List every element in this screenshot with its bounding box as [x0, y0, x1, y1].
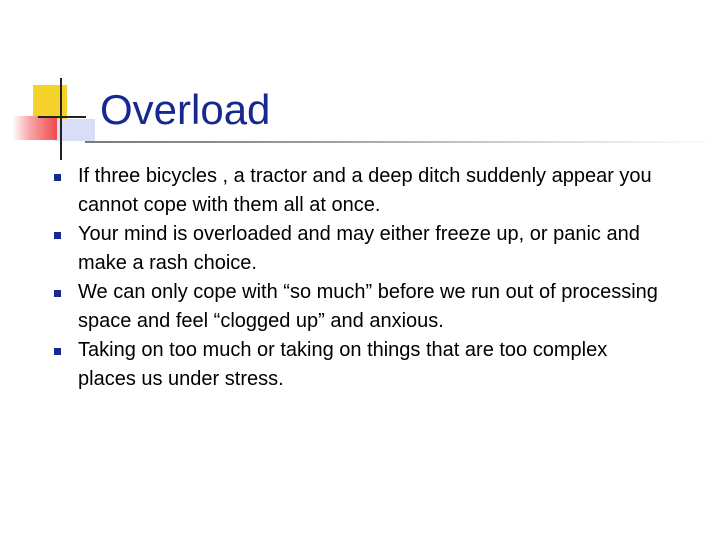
square-bullet-icon	[54, 348, 61, 355]
bullet-list	[54, 162, 664, 394]
red-gradient-shape	[12, 116, 57, 140]
list-item	[54, 220, 664, 278]
bullet-text: If three bicycles , a tractor and a deep ditch suddenly appear you cannot cope with them all at once.	[78, 165, 652, 216]
title-divider	[85, 141, 720, 143]
bullet-text: Taking on too much or taking on things that are too complex places us under stress.	[78, 339, 608, 390]
bullet-text: Your mind is overloaded and may either freeze up, or panic and make a rash choice.	[78, 223, 640, 274]
square-bullet-icon	[54, 290, 61, 297]
bullet-text: We can only cope with “so much” before we run out of processing space and feel “clogged up” and anxious.	[78, 281, 658, 332]
decorative-logo	[0, 0, 110, 160]
list-item	[54, 162, 664, 220]
vertical-line	[60, 78, 62, 160]
slide-title: Overload	[100, 86, 271, 133]
list-item	[54, 336, 664, 394]
list-item	[54, 278, 664, 336]
square-bullet-icon	[54, 232, 61, 239]
horizontal-line	[38, 116, 86, 118]
square-bullet-icon	[54, 174, 61, 181]
